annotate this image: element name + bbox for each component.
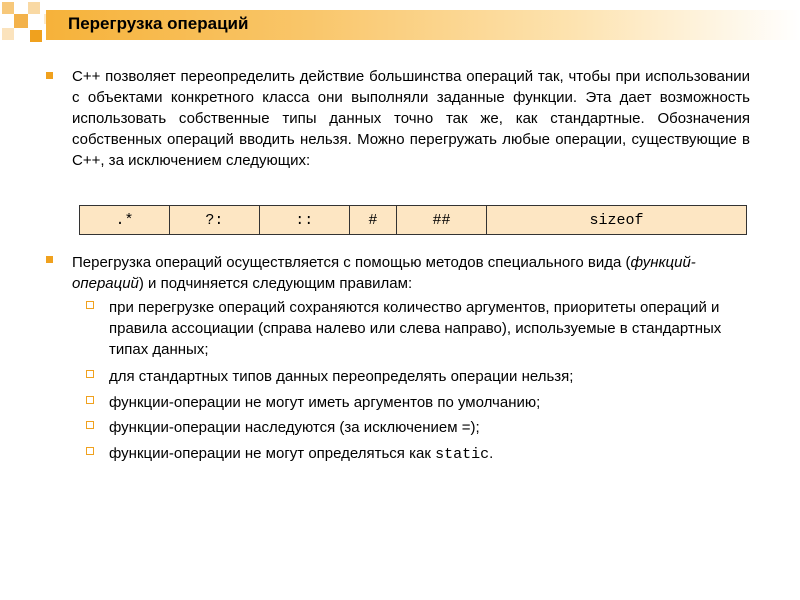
operator-cell: :: [259,206,349,235]
rules-intro-text-end: ) и подчиняется следующим правилам: [138,275,413,292]
operator-cell: sizeof [486,206,746,235]
rule-item: функции-операции наследуются (за исключением =); [109,419,480,436]
rules-intro-italic: функций-операций [72,254,696,292]
rule-item: для стандартных типов данных переопределять операции нельзя; [109,368,574,385]
operator-cell: # [349,206,396,235]
rule-item: функции-операции не могут иметь аргументов по умолчанию; [109,394,541,411]
intro-paragraph: С++ позволяет переопределить действие большинства операций так, чтобы при использовании с объектами конкретного класса они выполняли заданные функции. Эта дает возможность использовать собственные типы данных точно так же, как стандартные. Обозначения собственных операций вводить нельзя. Можно перегружать любые операции, существующие в С++, за исключением следующих: [72,68,750,169]
sub-bullet-marker [86,301,94,309]
rule-item: при перегрузке операций сохраняются количество аргументов, приоритеты операций и правила ассоциации (справа налево или слева направо), используемые в стандартных типах данных; [109,299,722,358]
static-keyword: static [435,446,490,463]
slide-title: Перегрузка операций [68,14,249,33]
rules-intro-paragraph [72,252,762,294]
sub-bullet-marker [86,370,94,378]
rule-item-end: . [489,445,494,462]
rules-intro-text: Перегрузка операций осуществляется с помощью методов специального вида ( [72,254,631,271]
bullet-marker [46,72,53,79]
rule-item-text: функции-операции не могут определяться как [109,445,436,462]
bullet-marker [46,256,53,263]
operator-cell: ## [397,206,487,235]
rule-item [109,443,759,465]
operator-cell: ?: [169,206,259,235]
operator-cell: .* [80,206,170,235]
operators-table [79,205,747,235]
sub-bullet-marker [86,447,94,455]
sub-bullet-marker [86,396,94,404]
sub-bullet-marker [86,421,94,429]
